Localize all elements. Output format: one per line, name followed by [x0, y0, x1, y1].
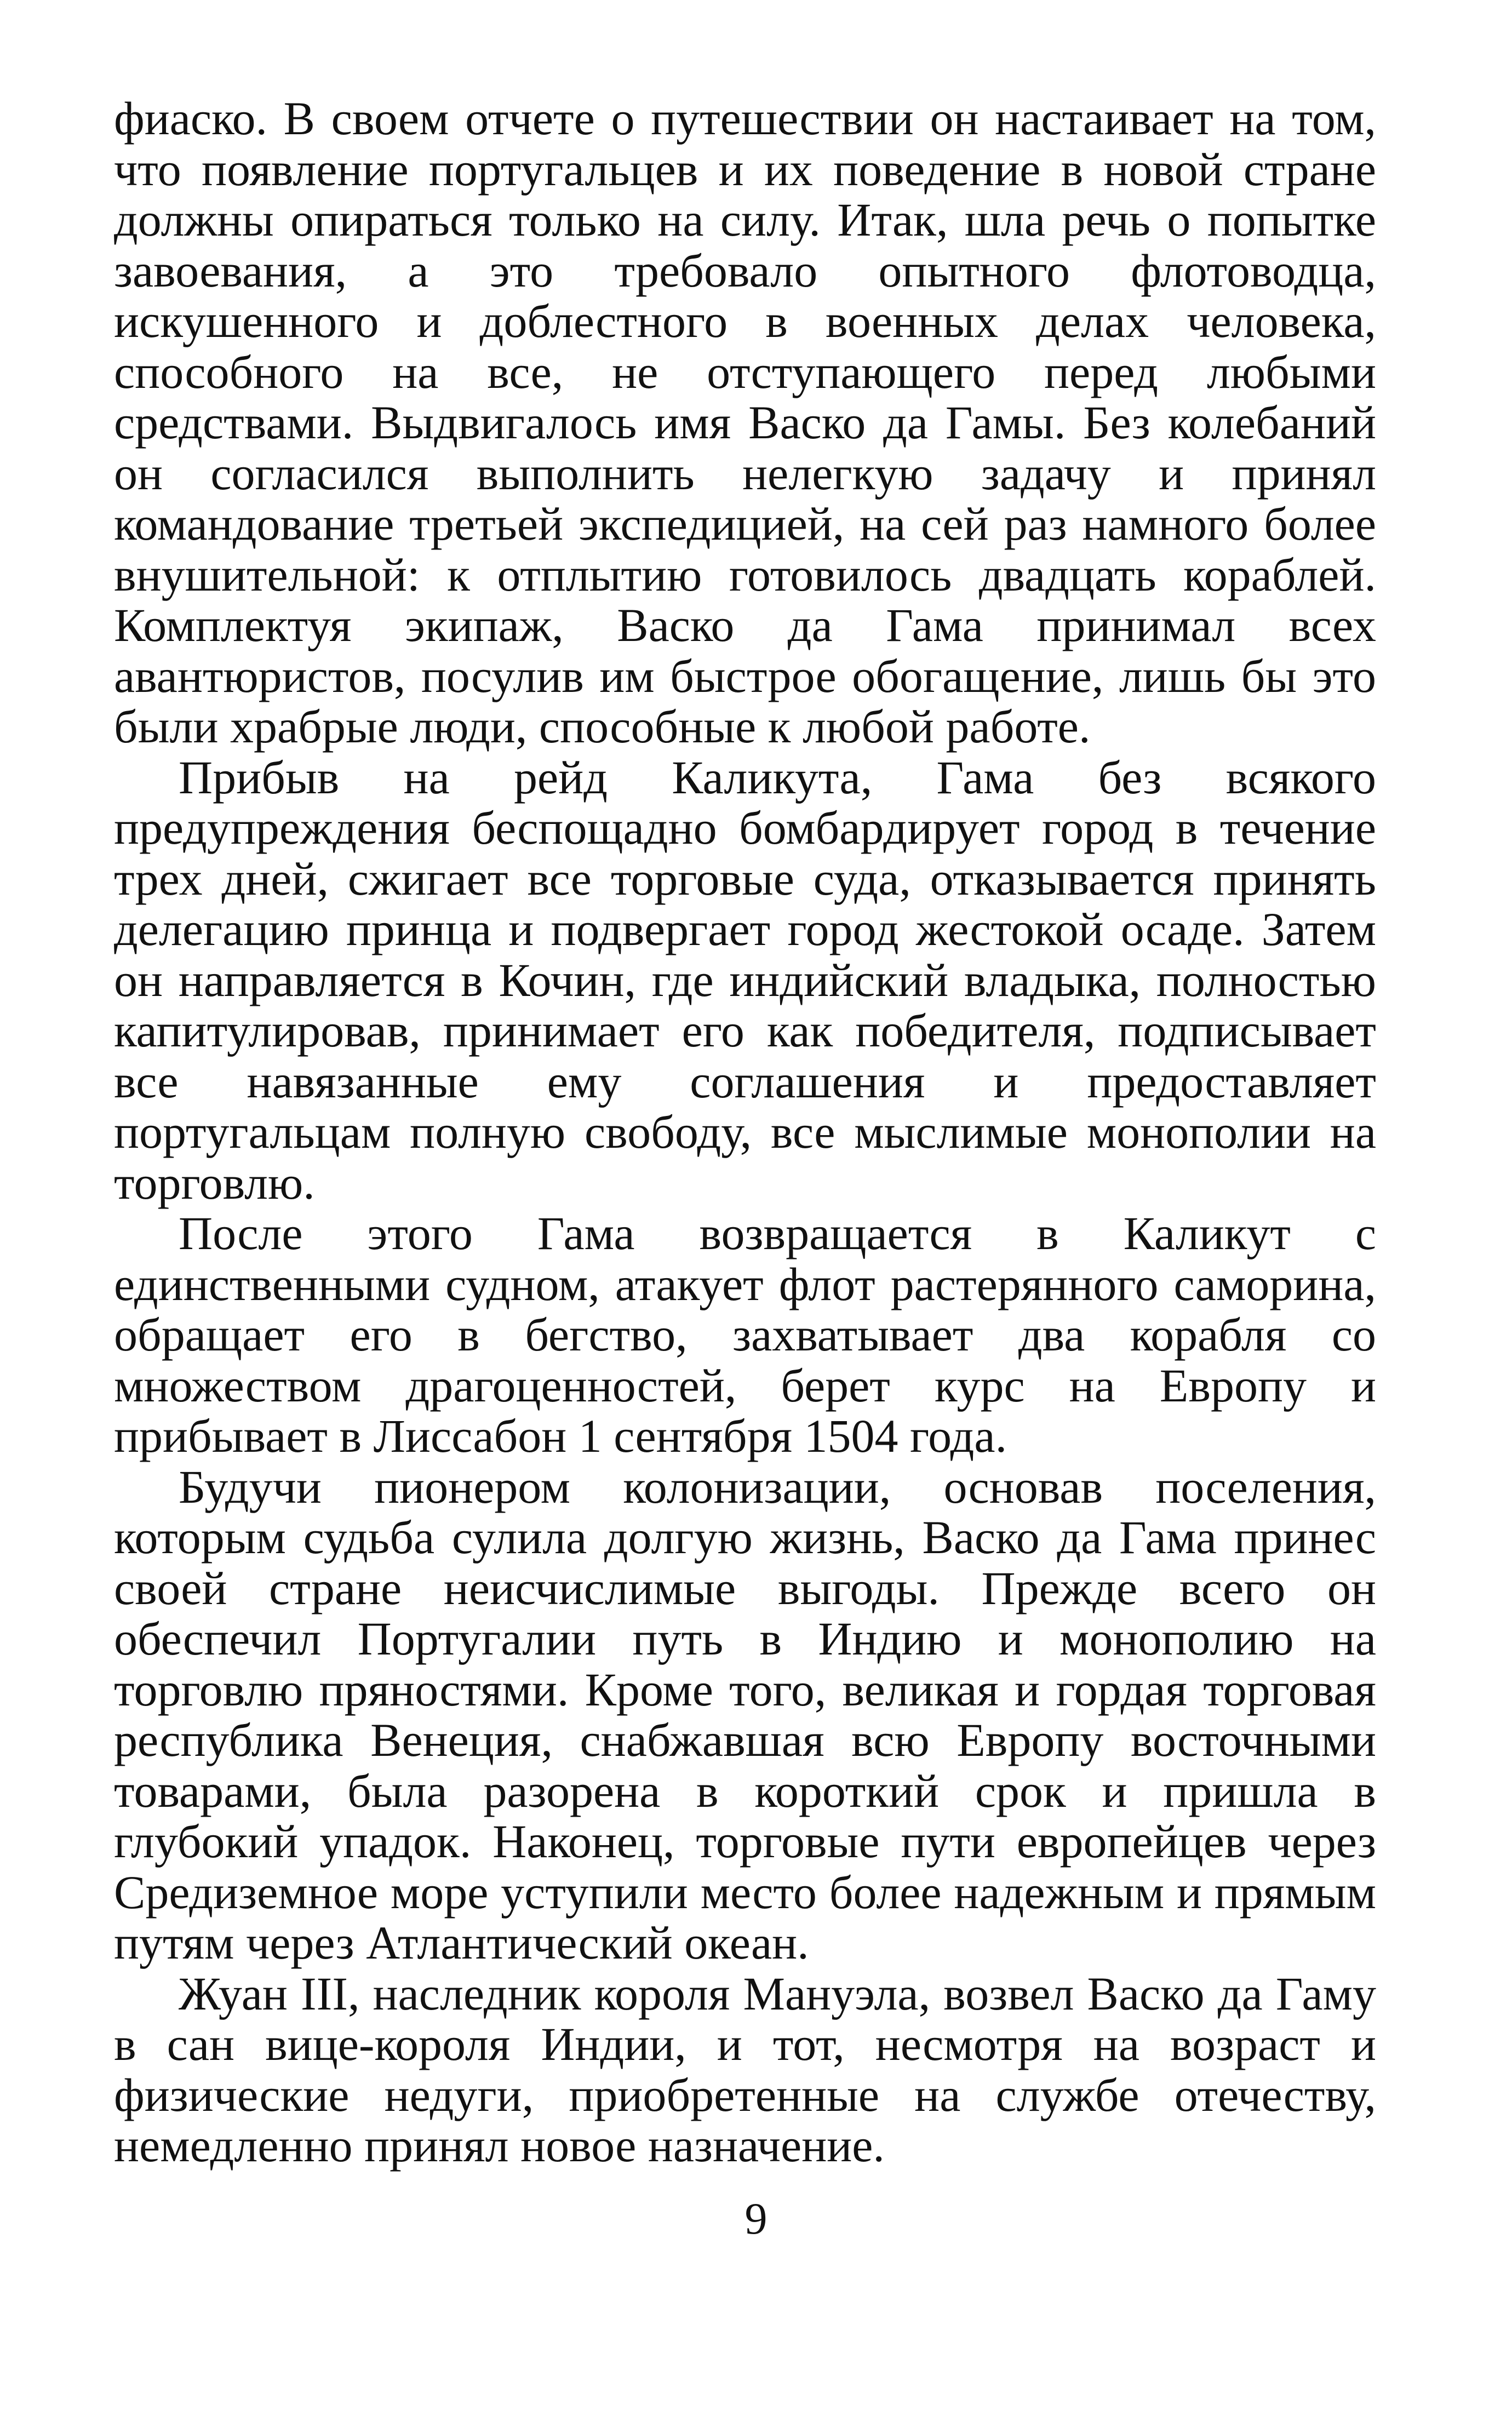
page-number: 9 [744, 2194, 768, 2243]
paragraph-continuation: фиаско. В своем отчете о путешествии он настаивает на том, что появление португальцев и их поведение в новой стране должны опираться только на силу. Итак, шла речь о попытке завоевания, а это требовало опытного флотоводца, искушенного и доблестного в военных делах человека, способного на все, не отступающего перед любыми средствами. Выдвигалось имя Васко да Гамы. Без колебаний он согласился выполнить нелегкую задачу и принял командование третьей экспедицией, на сей раз намного более внушительной: к отплытию готовилось двадцать кораблей. Комплектуя экипаж, Васко да Гама принимал всех авантюристов, посулив им быстрое обогащение, лишь бы это были храбрые люди, способные к любой работе. [114, 92, 1376, 753]
paragraph-colonization-benefits: Будучи пионером колонизации, основав поселения, которым судьба сулила долгую жизнь, Васко да Гама принес своей стране неисчислимые выгоды. Прежде всего он обеспечил Португалии путь в Индию и монополию на торговлю пряностями. Кроме того, великая и гордая торговая республика Венеция, снабжавшая всю Европу восточными товарами, была разорена в короткий срок и пришла в глубокий упадок. Наконец, торговые пути европейцев через Средиземное море уступили место более надежным и прямым путям через Атлантический океан. [114, 1460, 1376, 1969]
page-body [114, 93, 1376, 2171]
paragraph-return-to-lisbon: После этого Гама возвращается в Каликут с единственными судном, атакует флот растерянного саморина, обращает его в бегство, захватывает два корабля со множеством драгоценностей, берет курс на Европу и прибывает в Лиссабон 1 сентября 1504 года. [114, 1207, 1376, 1462]
paragraph-calicut-bombardment: Прибыв на рейд Каликута, Гама без всякого предупреждения беспощадно бомбардирует город в течение трех дней, сжигает все торговые суда, отказывается принять делегацию принца и подвергает город жестокой осаде. Затем он направляется в Кочин, где индийский владыка, полностью капитулировав, принимает его как победителя, подписывает все навязанные ему соглашения и предоставляет португальцам полную свободу, все мыслимые монополии на торговлю. [114, 751, 1376, 1209]
paragraph-viceroy-appointment: Жуан III, наследник короля Мануэла, возвел Васко да Гаму в сан вице-короля Индии, и тот, несмотря на возраст и физические недуги, приобретенные на службе отечеству, немедленно принял новое назначение. [114, 1967, 1376, 2172]
